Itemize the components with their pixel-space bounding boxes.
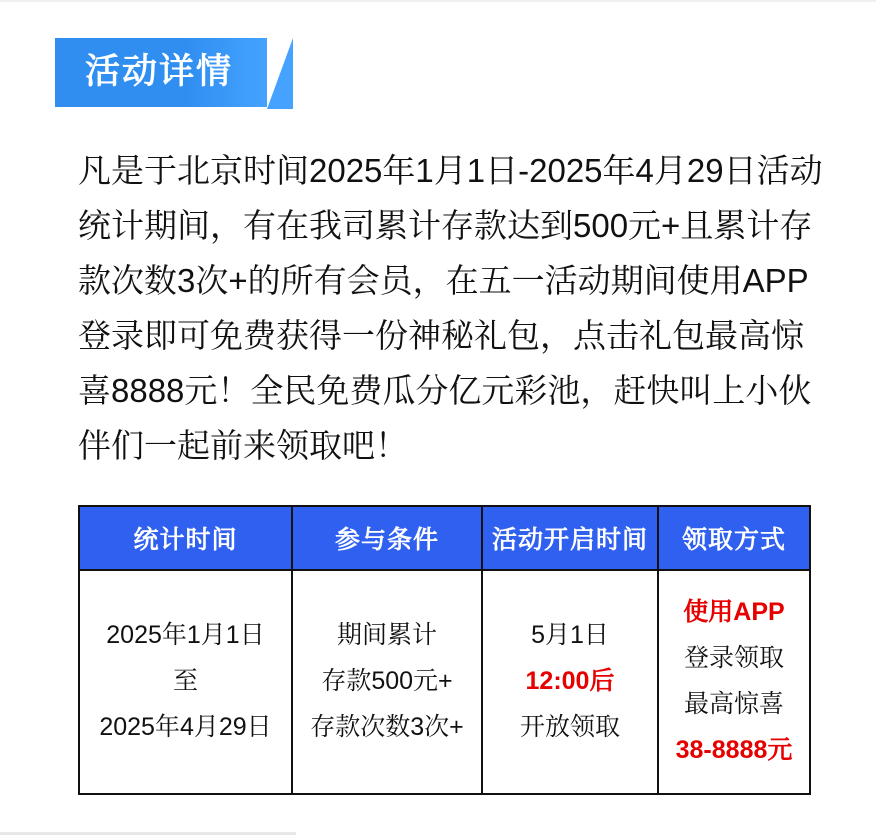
cell-line: 2025年1月1日 bbox=[106, 621, 265, 649]
promotion-table bbox=[78, 505, 811, 795]
table-header-cell-claim-method: 领取方式 bbox=[658, 506, 810, 570]
cell-line: 最高惊喜 bbox=[683, 690, 784, 718]
table-header-cell-statistics-period: 统计时间 bbox=[79, 506, 292, 570]
table-header-row bbox=[79, 506, 810, 570]
cell-line: 登录领取 bbox=[683, 644, 784, 672]
cell-line-highlight: 12:00后 bbox=[525, 667, 615, 695]
table-row bbox=[79, 570, 810, 794]
cell-line: 2025年4月29日 bbox=[99, 713, 272, 741]
cell-line: 存款次数3次+ bbox=[310, 713, 464, 741]
section-title: 活动详情 bbox=[55, 38, 267, 107]
section-banner bbox=[55, 38, 267, 107]
top-divider bbox=[0, 0, 876, 2]
table-header-cell-conditions: 参与条件 bbox=[292, 506, 482, 570]
cell-start-time bbox=[482, 570, 658, 794]
cell-line: 开放领取 bbox=[519, 713, 620, 741]
cell-line: 期间累计 bbox=[336, 621, 437, 649]
cell-line-highlight: 38-8888元 bbox=[675, 736, 793, 764]
cell-line: 存款500元+ bbox=[321, 667, 453, 695]
cell-claim-method bbox=[658, 570, 810, 794]
promotion-table-wrapper bbox=[78, 505, 811, 795]
cell-line: 至 bbox=[172, 667, 198, 695]
cell-line: 5月1日 bbox=[531, 621, 609, 649]
cell-statistics-period bbox=[79, 570, 292, 794]
table-header bbox=[79, 506, 810, 570]
cell-line-highlight: 使用APP bbox=[683, 598, 785, 626]
table-body bbox=[79, 570, 810, 794]
cell-conditions bbox=[292, 570, 482, 794]
table-header-cell-start-time: 活动开启时间 bbox=[482, 506, 658, 570]
promotion-description: 凡是于北京时间2025年1月1日-2025年4月29日活动统计期间，有在我司累计存款达到500元+且累计存款次数3次+的所有会员，在五一活动期间使用APP登录即可免费获得一份神秘礼包，点击礼包最高惊喜8888元！全民免费瓜分亿元彩池，赶快叫上小伙伴们一起前来领取吧！ bbox=[78, 152, 823, 464]
